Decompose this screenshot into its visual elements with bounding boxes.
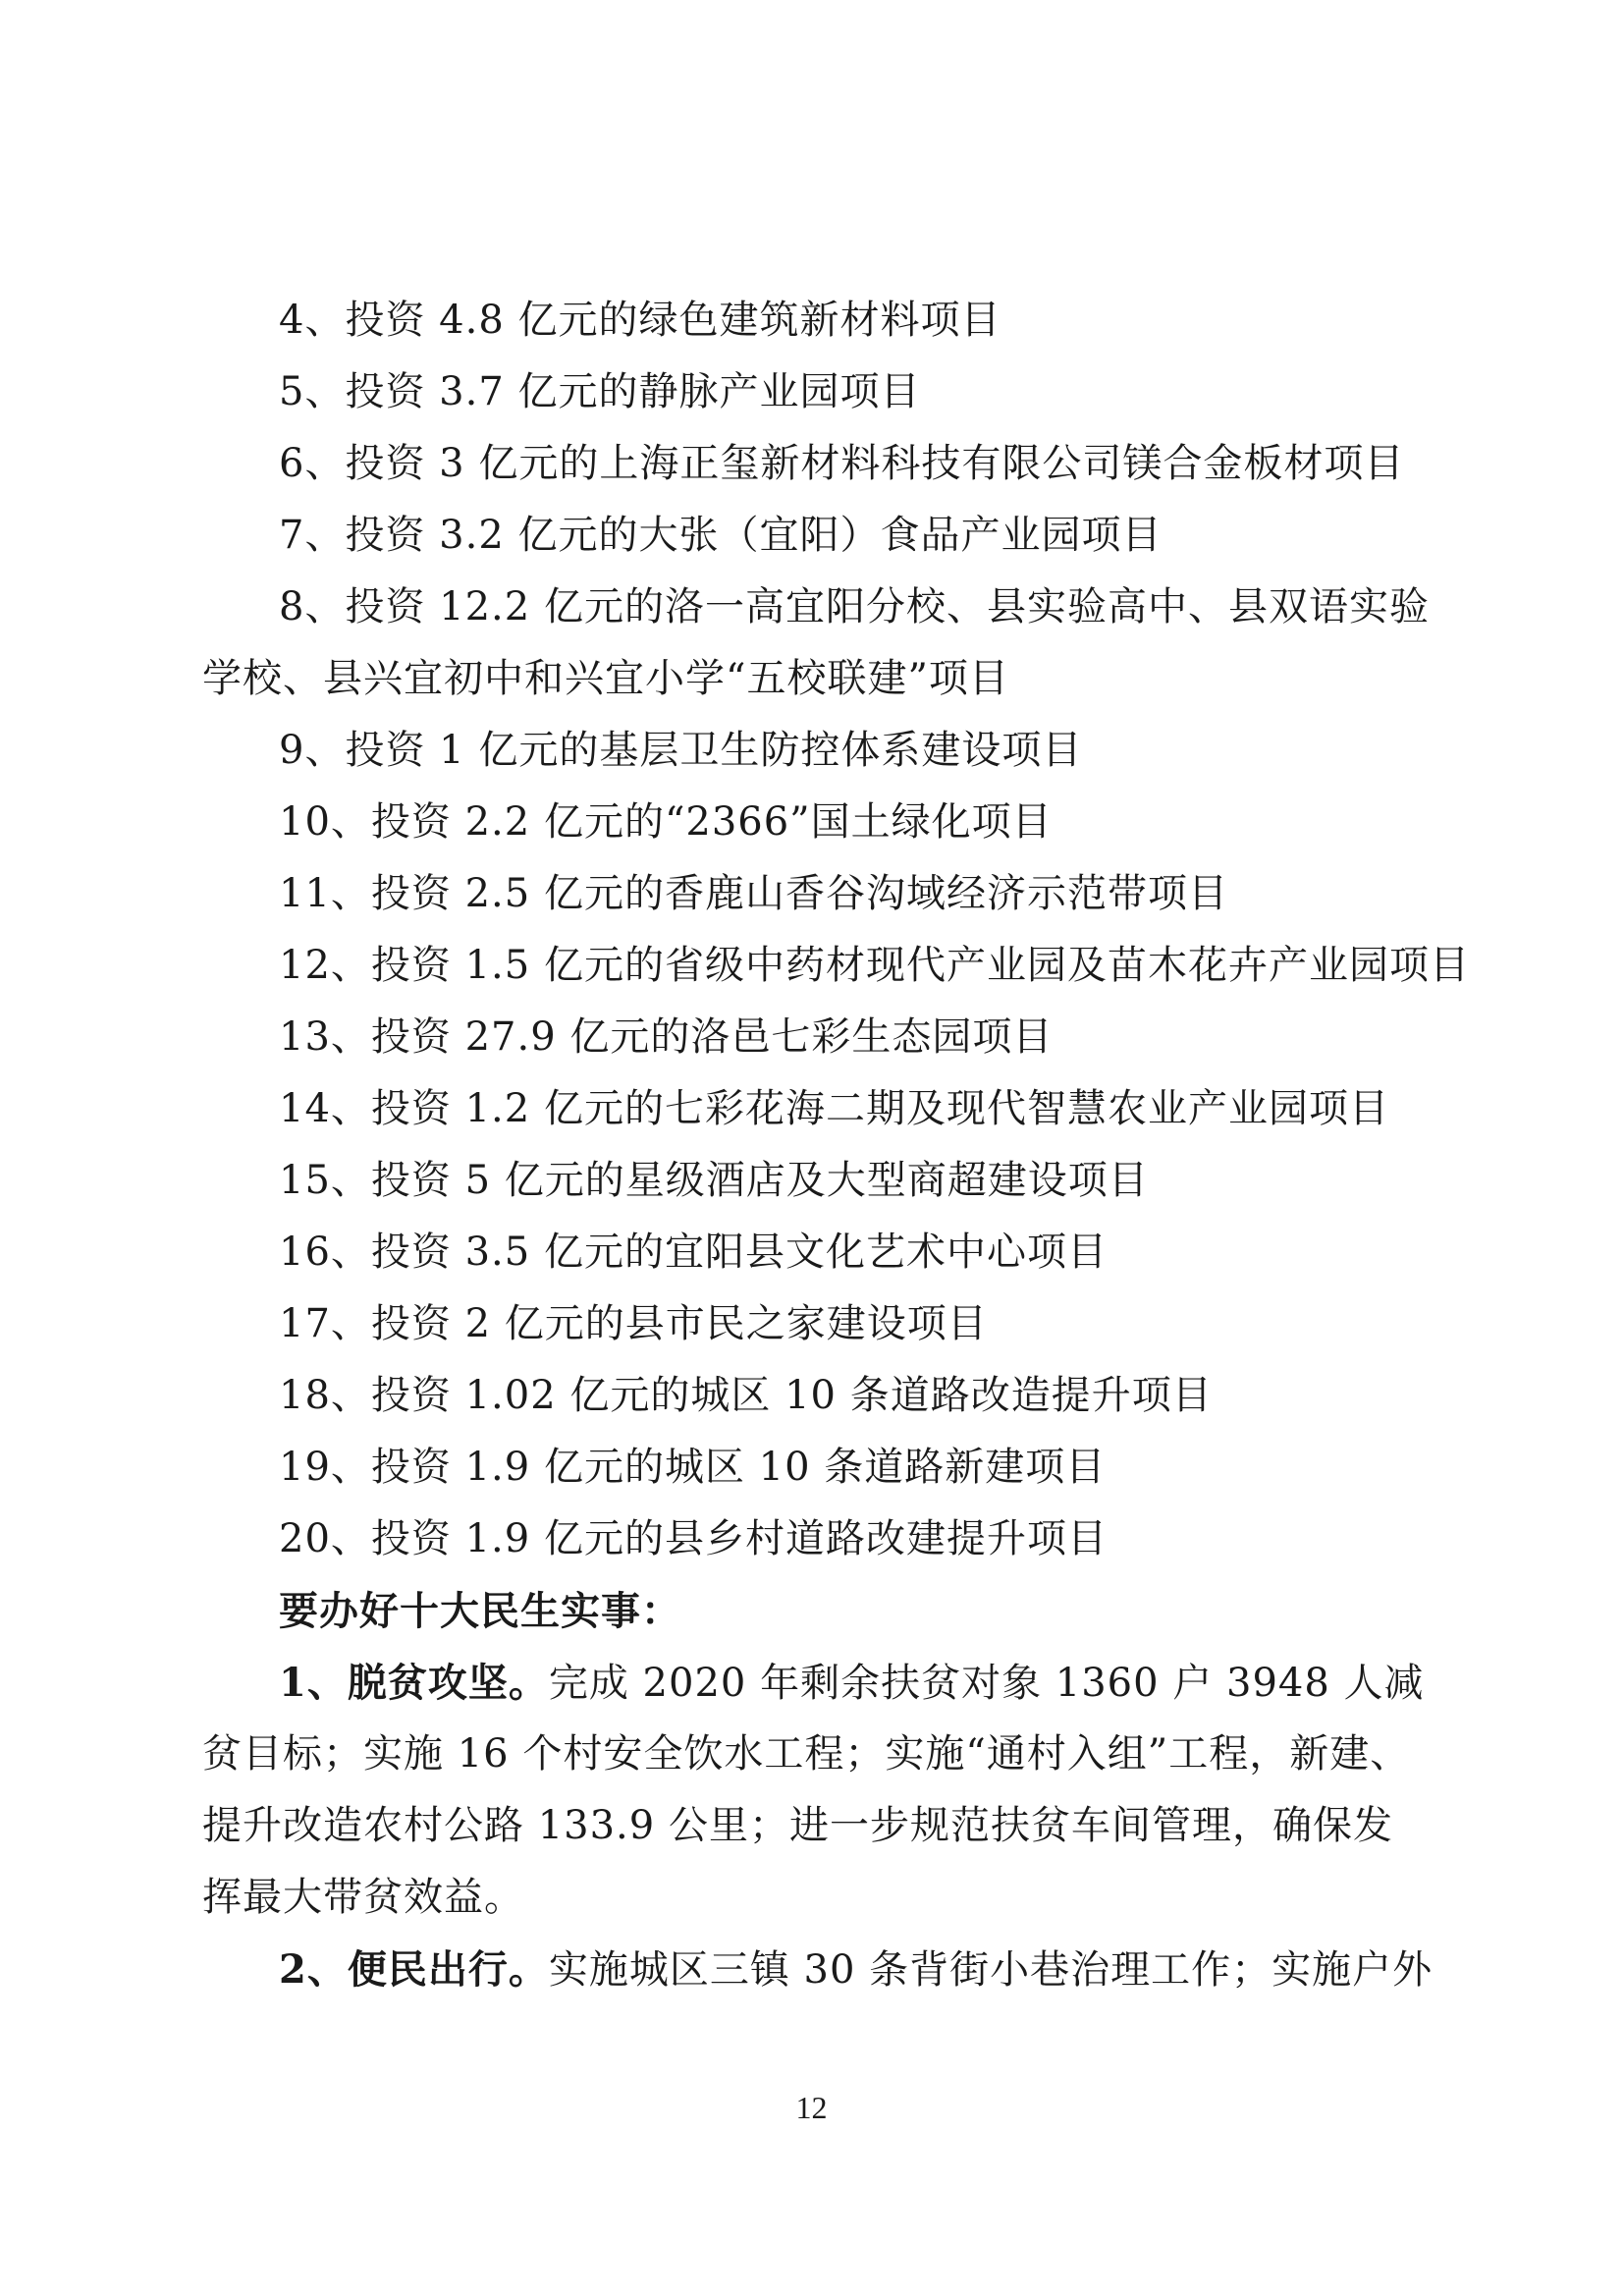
project-item-15: 15、投资 5 亿元的星级酒店及大型商超建设项目	[279, 1158, 1149, 1203]
livelihood-item-1-text: 完成 2020 年剩余扶贫对象 1360 户 3948 人减	[548, 1661, 1425, 1706]
livelihood-item-2-title: 2、便民出行。	[279, 1946, 549, 1993]
project-item-13: 13、投资 27.9 亿元的洛邑七彩生态园项目	[279, 1014, 1054, 1060]
project-item-19: 19、投资 1.9 亿元的城区 10 条道路新建项目	[279, 1445, 1107, 1490]
project-item-7: 7、投资 3.2 亿元的大张（宜阳）食品产业园项目	[279, 513, 1163, 558]
project-item-11: 11、投资 2.5 亿元的香鹿山香谷沟域经济示范带项目	[279, 871, 1228, 916]
livelihood-item-1-line-1	[202, 1647, 1430, 1719]
livelihood-item-1-line-2: 贫目标；实施 16 个村安全饮水工程；实施“通村入组”工程，新建、	[202, 1731, 1411, 1777]
project-item-8: 8、投资 12.2 亿元的洛一高宜阳分校、县实验高中、县双语实验	[279, 584, 1430, 629]
livelihood-item-1-title: 1、脱贫攻坚。	[279, 1660, 549, 1706]
project-item-4: 4、投资 4.8 亿元的绿色建筑新材料项目	[279, 298, 1001, 343]
project-item-12: 12、投资 1.5 亿元的省级中药材现代产业园及苗木花卉产业园项目	[279, 943, 1470, 988]
livelihood-item-2-text: 实施城区三镇 30 条背街小巷治理工作；实施户外	[548, 1947, 1434, 1993]
project-item-17: 17、投资 2 亿元的县市民之家建设项目	[279, 1301, 988, 1346]
livelihood-heading: 要办好十大民生实事：	[279, 1588, 681, 1634]
livelihood-item-2-line-1	[202, 1934, 1434, 2005]
project-item-5: 5、投资 3.7 亿元的静脉产业园项目	[279, 369, 921, 414]
livelihood-item-1-line-3: 提升改造农村公路 133.9 公里；进一步规范扶贫车间管理，确保发	[202, 1803, 1393, 1848]
project-item-18: 18、投资 1.02 亿元的城区 10 条道路改造提升项目	[279, 1373, 1213, 1418]
project-item-8-continued: 学校、县兴宜初中和兴宜小学“五校联建”项目	[202, 656, 1009, 701]
project-item-16: 16、投资 3.5 亿元的宜阳县文化艺术中心项目	[279, 1230, 1108, 1275]
project-item-9: 9、投资 1 亿元的基层卫生防控体系建设项目	[279, 728, 1083, 773]
livelihood-item-1-line-4: 挥最大带贫效益。	[202, 1875, 524, 1920]
project-item-14: 14、投资 1.2 亿元的七彩花海二期及现代智慧农业产业园项目	[279, 1086, 1389, 1131]
project-item-6: 6、投资 3 亿元的上海正玺新材料科技有限公司镁合金板材项目	[279, 441, 1405, 486]
body-text	[202, 285, 1470, 2005]
page-number: 12	[795, 2090, 828, 2125]
project-item-10: 10、投资 2.2 亿元的“2366”国土绿化项目	[279, 799, 1053, 845]
project-item-20: 20、投资 1.9 亿元的县乡村道路改建提升项目	[279, 1516, 1108, 1561]
